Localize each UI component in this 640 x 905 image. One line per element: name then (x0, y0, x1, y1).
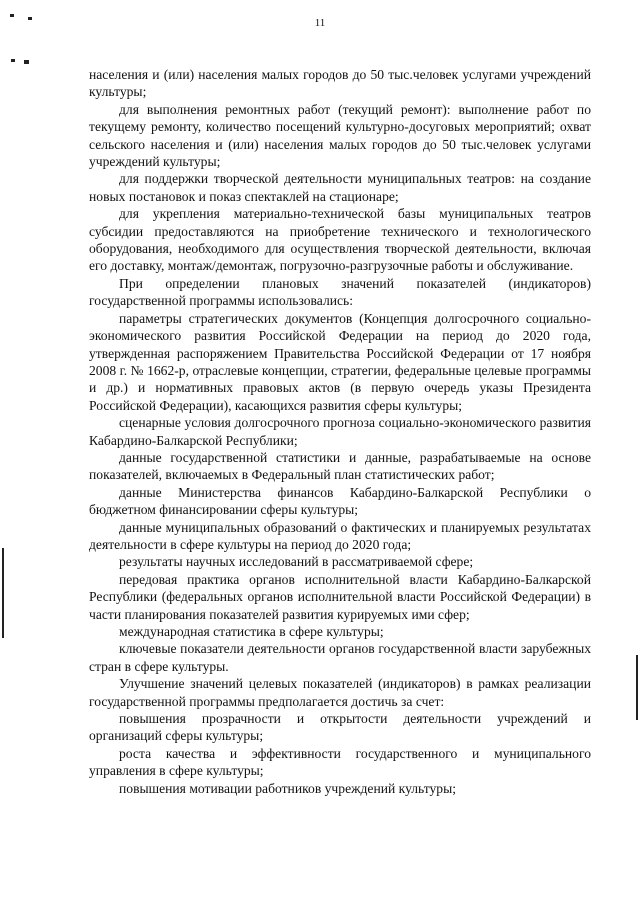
paragraph: параметры стратегических документов (Концепция долгосрочного социально-экономического развития Российской Федерации на период до 2020 года, утвержденная распоряжением Правительства Российской Федерации от 17 ноября 2008 г. № 1662-р, отраслевые концепции, стратегии, федеральные целевые программы и др.) и нормативных правовых актов (в первую очередь указы Президента Российской Федерации), касающихся развития сферы культуры; (89, 310, 591, 413)
scan-artifact (2, 548, 4, 638)
paragraph: роста качества и эффективности государственного и муниципального управления в сфере культуры; (89, 745, 591, 779)
scan-artifact (24, 60, 29, 64)
scan-artifact (636, 655, 638, 720)
paragraph: для поддержки творческой деятельности муниципальных театров: на создание новых постановок и показ спектаклей на стационаре; (89, 171, 591, 204)
paragraph: повышения прозрачности и открытости деятельности учреждений и организаций сферы культуры; (89, 711, 591, 744)
paragraph: сценарные условия долгосрочного прогноза социально-экономического развития Кабардино-Балкарской Республики; (89, 415, 591, 448)
paragraph: Улучшение значений целевых показателей (индикаторов) в рамках реализации государственной программы предполагается достичь за счет: (89, 676, 591, 709)
paragraph: ключевые показатели деятельности органов государственной власти зарубежных стран в сфере культуры. (89, 641, 591, 674)
scan-artifact (11, 59, 15, 62)
paragraph: данные муниципальных образований о фактических и планируемых результатах деятельности в сфере культуры на период до 2020 года; (89, 519, 591, 552)
paragraph: данные Министерства финансов Кабардино-Балкарской Республики о бюджетном финансировании сферы культуры; (89, 484, 591, 518)
paragraph: передовая практика органов исполнительной власти Кабардино-Балкарской Республики (федеральных органов исполнительной власти Российской Федерации) в части планирования показателей развития курируемых ими сфер; (89, 571, 591, 622)
paragraph: населения и (или) населения малых городов до 50 тыс.человек услугами учреждений культуры; (89, 67, 591, 100)
page-number: 11 (314, 17, 326, 29)
paragraph: для укрепления материально-технической базы муниципальных театров субсидии предоставляются на приобретение технического и технологического оборудования, необходимого для осуществления творческой деятельности, включая его доставку, монтаж/демонтаж, погрузочно-разгрузочные работы и обслуживание. (89, 206, 591, 274)
paragraph: При определении плановых значений показателей (индикаторов) государственной программы использовались: (89, 275, 591, 309)
paragraph: повышения мотивации работников учреждений культуры; (119, 780, 457, 796)
paragraph: результаты научных исследований в рассматриваемой сфере; (119, 554, 474, 570)
document-body (89, 66, 591, 797)
paragraph: для выполнения ремонтных работ (текущий ремонт): выполнение работ по текущему ремонту, количество посещений культурно-досуговых мероприятий; охват сельского населения и (или) населения малых городов до 50 тыс.человек услугами учреждений культуры; (89, 101, 591, 170)
paragraph: данные государственной статистики и данные, разрабатываемые на основе показателей, включаемых в Федеральный план статистических работ; (89, 449, 591, 483)
paragraph: международная статистика в сфере культуры; (119, 624, 384, 639)
